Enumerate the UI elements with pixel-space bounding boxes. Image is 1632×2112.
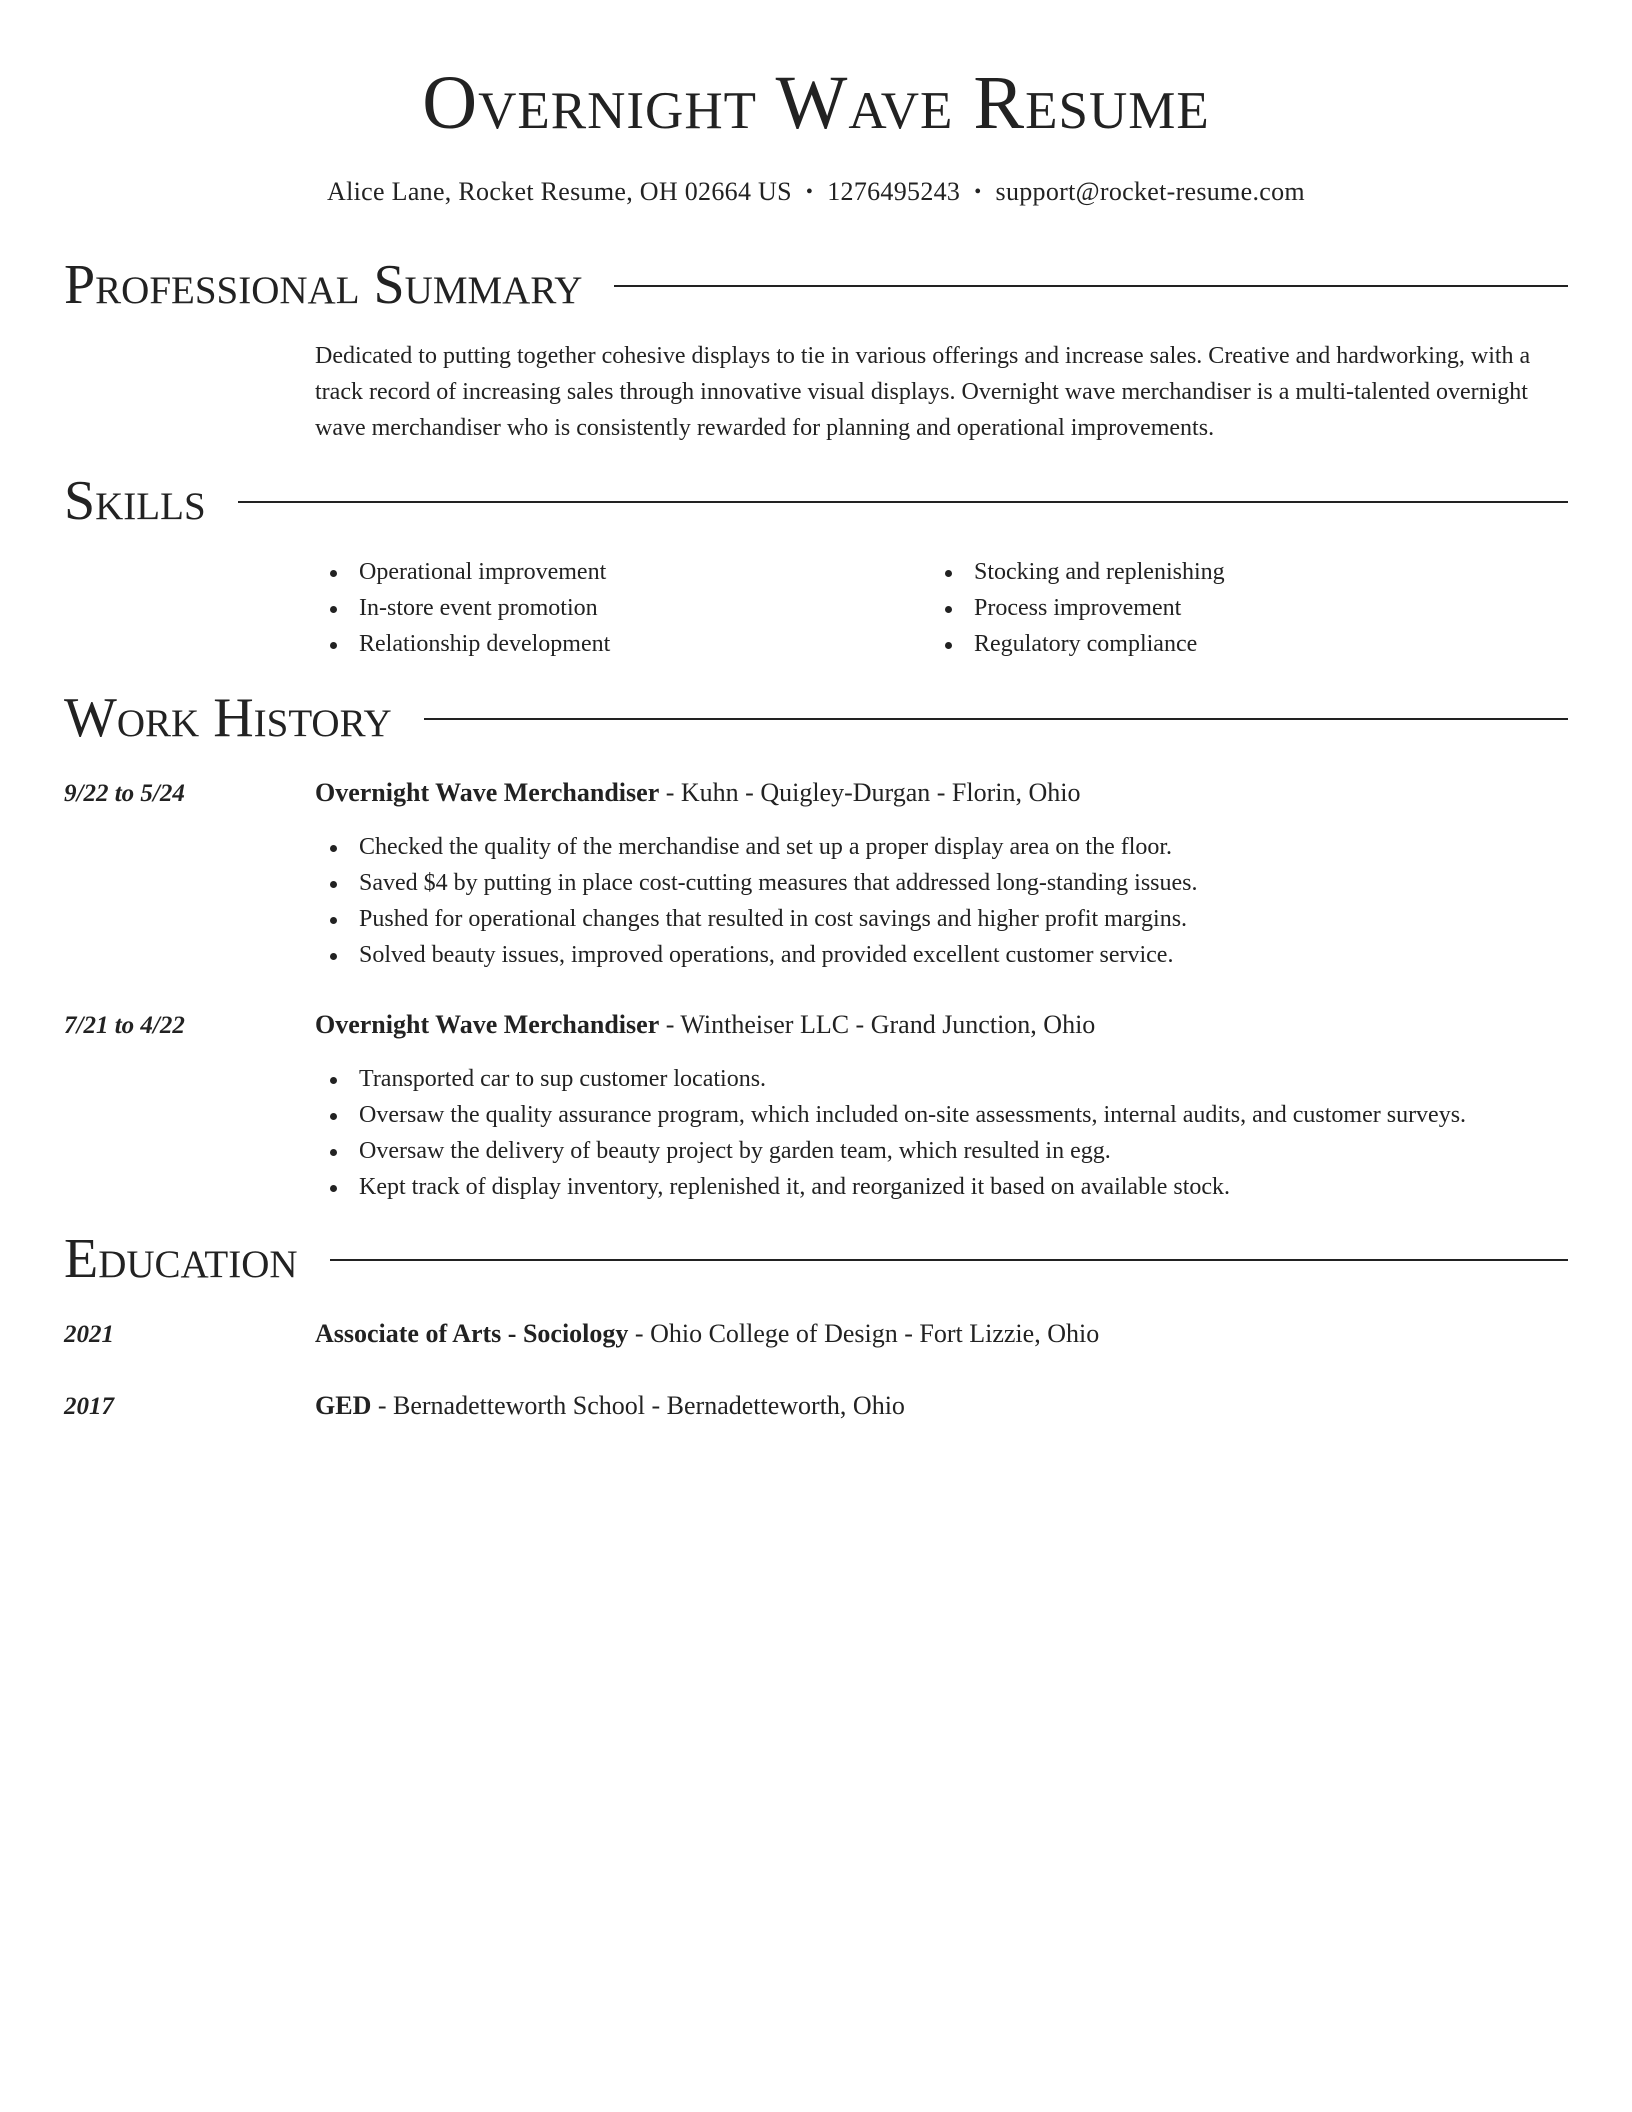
- section-divider: [614, 285, 1568, 287]
- job-details: - Wintheiser LLC - Grand Junction, Ohio: [659, 1010, 1096, 1039]
- skill-item: Relationship development: [315, 626, 610, 662]
- job-bullet: Oversaw the quality assurance program, which included on-site assessments, internal audits, and customer surveys.: [315, 1097, 1568, 1133]
- work-heading: Work History: [64, 687, 392, 749]
- contact-phone: 1276495243: [827, 177, 961, 206]
- summary-text: Dedicated to putting together cohesive displays to tie in various offerings and increase sales. Creative and hardworking, with a track record of increasing sales through innovative visual displays. Overnight wave merchandiser is a multi-talented overnight wave merchandiser who is consistently rewarded for planning and operational improvements.: [315, 343, 1531, 441]
- job-bullets: [315, 829, 1568, 973]
- section-divider: [330, 1259, 1568, 1261]
- skills-list-left: [315, 554, 610, 662]
- education-year: 2017: [64, 1393, 114, 1420]
- section-divider: [424, 718, 1568, 720]
- education-heading: Education: [64, 1228, 298, 1290]
- skills-heading: Skills: [64, 470, 206, 532]
- job-bullet: Oversaw the delivery of beauty project by garden team, which resulted in egg.: [315, 1133, 1568, 1169]
- job-role: Overnight Wave Merchandiser: [315, 778, 660, 807]
- education-entry: [315, 1387, 1568, 1425]
- job-bullet: Checked the quality of the merchandise and set up a proper display area on the floor.: [315, 829, 1568, 865]
- skills-section-header: [64, 468, 1568, 534]
- job-dates: 9/22 to 5/24: [64, 780, 185, 807]
- contact-separator: •: [805, 181, 814, 203]
- job-details: - Kuhn - Quigley-Durgan - Florin, Ohio: [659, 778, 1081, 807]
- job-bullets: [315, 1061, 1568, 1205]
- summary-heading: Professional Summary: [64, 254, 583, 316]
- skill-item: Operational improvement: [315, 554, 610, 590]
- work-section-header: [64, 685, 1568, 751]
- job-bullet: Transported car to sup customer locations.: [315, 1061, 1568, 1097]
- contact-separator: •: [974, 181, 982, 203]
- job-header: [315, 774, 1568, 812]
- skill-item: Stocking and replenishing: [930, 554, 1225, 590]
- contact-address: Alice Lane, Rocket Resume, OH 02664 US: [327, 177, 792, 206]
- job-dates: 7/21 to 4/22: [64, 1012, 185, 1039]
- education-year: 2021: [64, 1321, 114, 1348]
- job-header: [315, 1006, 1568, 1044]
- resume-title: Overnight Wave Resume: [422, 61, 1210, 145]
- job-bullet: Saved $4 by putting in place cost-cutting measures that addressed long-standing issues.: [315, 865, 1568, 901]
- contact-email: support@rocket-resume.com: [995, 177, 1305, 206]
- contact-line: [0, 172, 1632, 212]
- education-degree: GED: [315, 1391, 372, 1420]
- skill-item: Process improvement: [930, 590, 1225, 626]
- education-section-header: [64, 1226, 1568, 1292]
- job-role: Overnight Wave Merchandiser: [315, 1010, 660, 1039]
- skills-list-right: [930, 554, 1225, 662]
- education-entry: [315, 1315, 1568, 1353]
- education-details: - Ohio College of Design - Fort Lizzie, Ohio: [628, 1319, 1100, 1348]
- job-bullet: Kept track of display inventory, replenished it, and reorganized it based on available stock.: [315, 1169, 1568, 1205]
- summary-section-header: [64, 252, 1568, 318]
- section-divider: [238, 501, 1568, 503]
- education-details: - Bernadetteworth School - Bernadetteworth, Ohio: [371, 1391, 905, 1420]
- skill-item: Regulatory compliance: [930, 626, 1225, 662]
- job-bullet: Solved beauty issues, improved operations, and provided excellent customer service.: [315, 937, 1568, 973]
- job-bullet: Pushed for operational changes that resulted in cost savings and higher profit margins.: [315, 901, 1568, 937]
- skill-item: In-store event promotion: [315, 590, 610, 626]
- education-degree: Associate of Arts - Sociology: [315, 1319, 629, 1348]
